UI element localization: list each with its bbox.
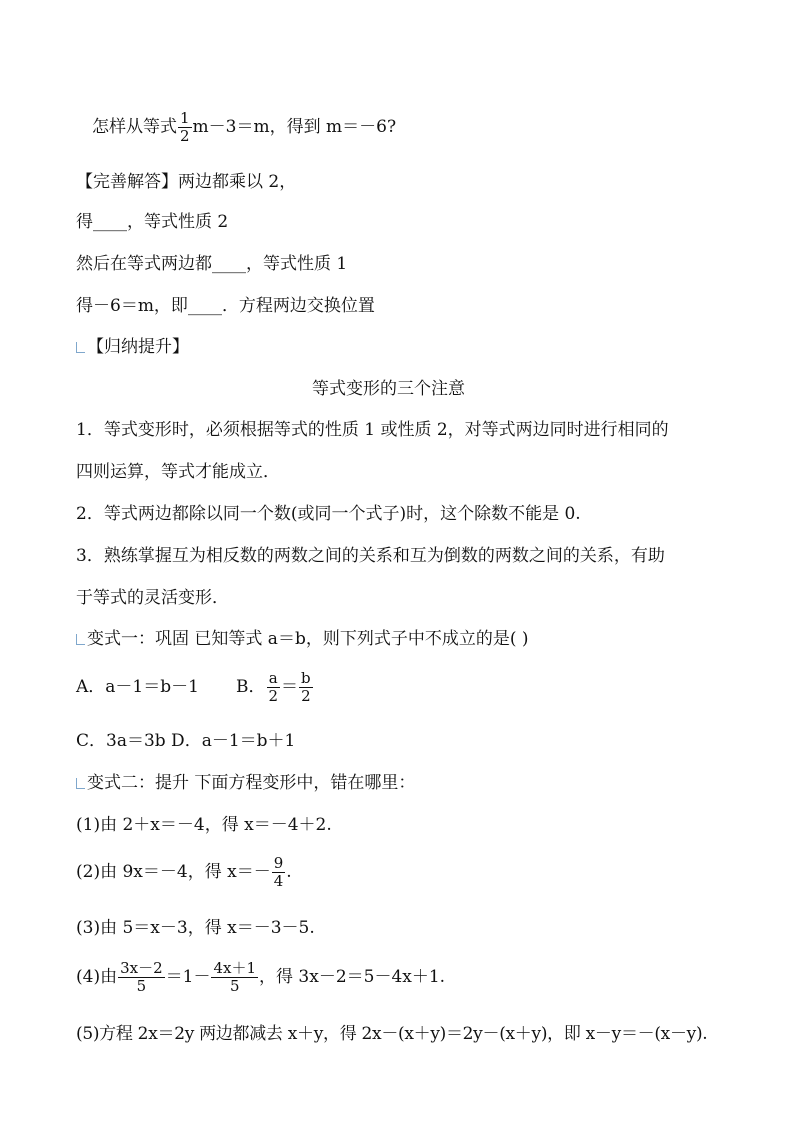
section-marker-icon [76,634,85,645]
solution-step-4: 得－6＝m，即____．方程两边交换位置 [76,296,375,316]
question-intro: 怎样从等式 $\frac{1}{2}$ m－3＝m，得到 m＝－6? [92,109,397,145]
summary-heading: 【归纳提升】 [76,336,189,358]
note-line: 四则运算，等式才能成立． [76,462,280,482]
options-c-d[interactable]: C．3a＝3b D．a－1＝b＋1 [76,731,296,751]
fraction: $\frac{3x-2}{5}$ [120,959,163,995]
fraction: $\frac{9}{4}$ [273,854,284,890]
problem-4: (4)由 $\frac{3x-2}{5}$ ＝1－ $\frac{4x+1}{5}$ ，得 3x－2＝5－4x＋1. [76,959,446,995]
problem-3: (3)由 5＝x－3，得 x＝－3－5. [76,918,315,938]
answer-blank[interactable]: ____ [212,254,246,274]
fraction: $\frac{a}{2}$ [268,669,279,705]
solution-step-2: 得____，等式性质 2 [76,212,229,232]
fraction: $\frac{4x+1}{5}$ [213,959,257,995]
option-a[interactable]: A．a－1＝b－1 [76,677,199,697]
note-line: 于等式的灵活变形． [76,588,229,608]
note-line: 2．等式两边都除以同一个数(或同一个式子)时，这个除数不能是 0. [76,504,581,524]
answer-blank[interactable]: ____ [187,296,222,316]
problem-1: (1)由 2＋x＝－4，得 x＝－4＋2. [76,815,332,835]
note-line: 3．熟练掌握互为相反数的两数之间的关系和互为倒数的两数之间的关系，有助 [76,546,665,566]
section-title: 等式变形的三个注意 [312,379,465,399]
problem-2: (2)由 9x＝－4，得 x＝－ $\frac{9}{4}$ . [76,854,292,890]
solution-step-3: 然后在等式两边都____，等式性质 1 [76,254,348,274]
problem-5: (5)方程 2x＝2y 两边都减去 x＋y，得 2x－(x＋y)＝2y－(x＋y)，即 x－y＝－(x－y). [76,1024,708,1044]
solution-step-1: 【完善解答】两边都乘以 2， [76,172,297,192]
fraction: $\frac{b}{2}$ [301,669,311,705]
option-b[interactable]: B． $\frac{a}{2}$ ＝ $\frac{b}{2}$ [236,669,311,705]
variant-two-title: 变式二：提升 下面方程变形中，错在哪里： [76,772,415,794]
section-marker-icon [76,342,85,353]
note-line: 1．等式变形时，必须根据等式的性质 1 或性质 2，对等式两边同时进行相同的 [76,420,669,440]
variant-one-title: 变式一：巩固 已知等式 a＝b，则下列式子中不成立的是( ) [76,628,529,650]
answer-blank[interactable]: ____ [93,212,127,232]
section-marker-icon [76,778,85,789]
fraction-one-half: $\frac{1}{2}$ [180,109,190,145]
